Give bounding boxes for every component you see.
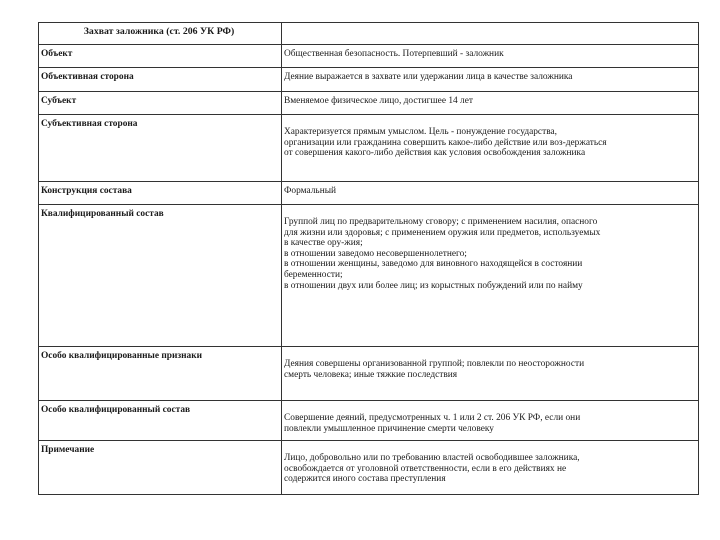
- crime-composition-sheet: [38, 22, 698, 496]
- content-line: Деяния совершены организованной группой; повлекли по неосторожности: [284, 359, 585, 369]
- row-label-qualified: Квалифицированный состав: [39, 205, 282, 347]
- content-line: беременности;: [284, 269, 343, 280]
- content-line: Вменяемое физическое лицо, достигшее 14 лет: [284, 96, 473, 106]
- row-content-object: [282, 45, 699, 68]
- row-content-qualified: [282, 205, 699, 347]
- row-label-subject: Субъект: [39, 92, 282, 115]
- content-line: в отношении заведомо несовершеннолетнего;: [284, 248, 467, 259]
- title-row: [39, 23, 699, 45]
- row-content-especially-qualified-composition: [282, 401, 699, 441]
- content-line: в отношении двух или более лиц; из корыстных побуждений или по найму: [284, 280, 583, 291]
- content-line: в качестве ору-жия;: [284, 238, 363, 249]
- content-line: Группой лиц по предварительному сговору; с применением насилия, опасного: [284, 217, 598, 227]
- row-content-objective-side: [282, 68, 699, 92]
- row-content-subject: [282, 92, 699, 115]
- content-line: Общественная безопасность. Потерпевший - заложник: [284, 49, 504, 59]
- row-label-objective-side: Объективная сторона: [39, 68, 282, 92]
- row-content-construction: [282, 182, 699, 205]
- row-label-construction: Конструкция состава: [39, 182, 282, 205]
- content-line: Деяние выражается в захвате или удержании лица в качестве заложника: [284, 72, 573, 82]
- row-label-object: Объект: [39, 45, 282, 68]
- row-content-especially-qualified-features: [282, 347, 699, 401]
- row-label-especially-qualified-features: Особо квалифицированные признаки: [39, 347, 282, 401]
- content-line: содержится иного состава преступления: [284, 474, 446, 485]
- table-title: Захват заложника (ст. 206 УК РФ): [39, 23, 282, 45]
- content-line: смерть человека; иные тяжкие последствия: [284, 369, 458, 380]
- table-row: [39, 401, 699, 441]
- table-row: [39, 347, 699, 401]
- table-row: [39, 441, 699, 495]
- row-content-note: [282, 441, 699, 495]
- row-content-subjective-side: [282, 115, 699, 182]
- content-line: от совершения какого-либо действия как условия освобождения заложника: [284, 148, 586, 159]
- table-row: [39, 115, 699, 182]
- table-row: [39, 92, 699, 115]
- content-line: Лицо, добровольно или по требованию властей освободившее заложника,: [284, 453, 580, 463]
- row-label-subjective-side: Субъективная сторона: [39, 115, 282, 182]
- row-label-note: Примечание: [39, 441, 282, 495]
- content-line: для жизни или здоровья; с применением оружия или предметов, используемых: [284, 227, 601, 238]
- crime-composition-table: [38, 22, 699, 495]
- content-line: повлекли умышленное причинение смерти человеку: [284, 423, 494, 434]
- content-line: Формальный: [284, 186, 337, 196]
- content-line: организации или гражданина совершить какое-либо действие или воз-держаться: [284, 137, 607, 148]
- title-row-empty-cell: [282, 23, 699, 45]
- table-row: [39, 205, 699, 347]
- content-line: освобождается от уголовной ответственности, если в его действиях не: [284, 463, 567, 474]
- row-label-especially-qualified-composition: Особо квалифицированный состав: [39, 401, 282, 441]
- table-row: [39, 45, 699, 68]
- table-row: [39, 182, 699, 205]
- content-line: Характеризуется прямым умыслом. Цель - понуждение государства,: [284, 127, 557, 137]
- table-row: [39, 68, 699, 92]
- content-line: в отношении женщины, заведомо для виновного находящейся в состоянии: [284, 259, 583, 270]
- content-line: Совершение деяний, предусмотренных ч. 1 или 2 ст. 206 УК РФ, если они: [284, 413, 581, 423]
